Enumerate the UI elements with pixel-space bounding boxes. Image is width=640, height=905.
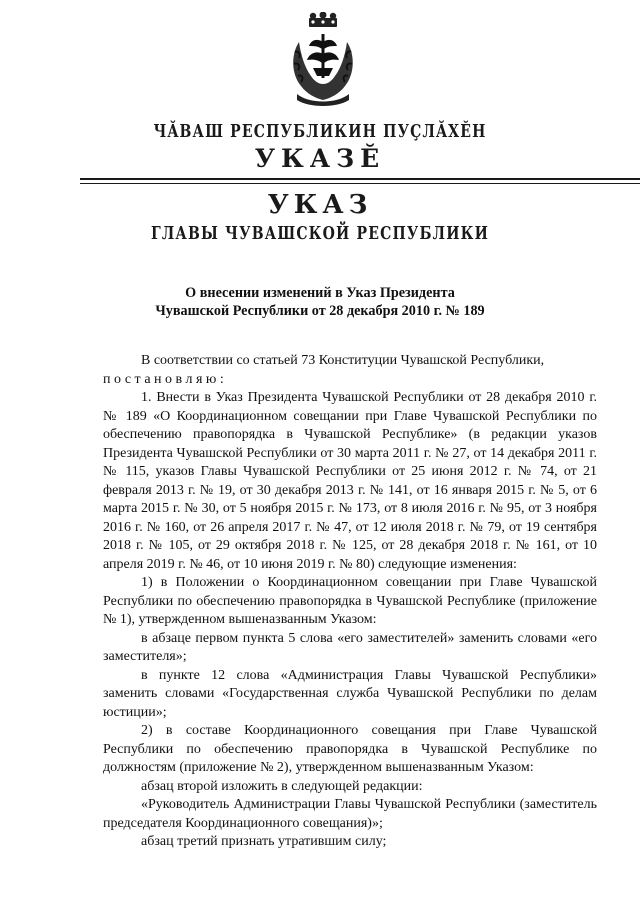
chuvash-emblem-icon bbox=[289, 12, 357, 108]
paragraph-subitem-2: 2) в составе Координационного совещания при Главе Чувашской Республики по обеспечению правопорядка в Чувашской Республике по должностям (приложение № 2), утвержденном вышеназванным Указом: bbox=[103, 723, 597, 775]
paragraph-subitem-1-a: в абзаце первом пункта 5 слова «его заместителей» заменить словами «его заместителя»; bbox=[103, 630, 597, 664]
resolve-word: постановляю: bbox=[103, 371, 228, 387]
decree-subtitle: ГЛАВЫ ЧУВАШСКОЙ РЕСПУБЛИКИ bbox=[150, 223, 490, 244]
document-title-line-1: О внесении изменений в Указ Президента bbox=[185, 285, 455, 301]
paragraph-subitem-2-c: абзац третий признать утратившим силу; bbox=[141, 834, 387, 849]
paragraph-item-1: 1. Внести в Указ Президента Чувашской Республики от 28 декабря 2010 г. № 189 «О Координационном совещании при Главе Чувашской Республики по обеспечению правопорядка в Чувашской Республике» (в редакции указов Президента Чувашской Республики от 30 марта 2011 г. № 27, от 14 декабря 2011 г. № 115, указов Главы Чувашской Республики от 25 июня 2012 г. № 74, от 21 февраля 2013 г. № 19, от 30 декабря 2013 г. № 141, от 16 января 2015 г. № 5, от 6 марта 2015 г. № 30, от 5 ноября 2015 г. № 173, от 8 июля 2016 г. № 95, от 3 ноября 2016 г. № 160, от 26 апреля 2017 г. № 47, от 12 июля 2018 г. № 79, от 19 сентября 2018 г. № 105, от 29 октября 2018 г. № 125, от 28 декабря 2018 г. № 161, от 10 апреля 2019 г. № 46, от 10 июня 2019 г. № 80) следующие изменения: bbox=[103, 390, 597, 572]
paragraph-subitem-2-a: абзац второй изложить в следующей редакции: bbox=[141, 778, 423, 794]
paragraph-subitem-1: 1) в Положении о Координационном совещании при Главе Чувашской Республики по обеспечению правопорядка в Чувашской Республике (приложение № 1), утвержденном вышеназванным Указом: bbox=[103, 575, 597, 627]
paragraph-subitem-1-b: в пункте 12 слова «Администрация Главы Чувашской Республики» заменить словами «Государственная служба Чувашской Республики по делам юстиции»; bbox=[103, 667, 597, 720]
paragraph-subitem-2-b: «Руководитель Администрации Главы Чувашской Республики (заместитель председателя Координационного совещания)»; bbox=[103, 797, 597, 831]
document-title-line-2: Чувашской Республики от 28 декабря 2010 г. № 189 bbox=[155, 303, 485, 319]
document-body bbox=[103, 352, 597, 852]
chuvash-decree-title: УКАЗĔ bbox=[254, 144, 386, 173]
intro-paragraph: В соответствии со статьей 73 Конституции Чувашской Республики, bbox=[141, 353, 545, 368]
header-divider-thin bbox=[80, 183, 640, 184]
decree-title: УКАЗ bbox=[267, 190, 373, 220]
chuvash-header-line: ЧĂВАШ РЕСПУБЛИКИН ПУÇЛĂХĔН bbox=[153, 121, 487, 142]
header-divider bbox=[80, 178, 640, 180]
